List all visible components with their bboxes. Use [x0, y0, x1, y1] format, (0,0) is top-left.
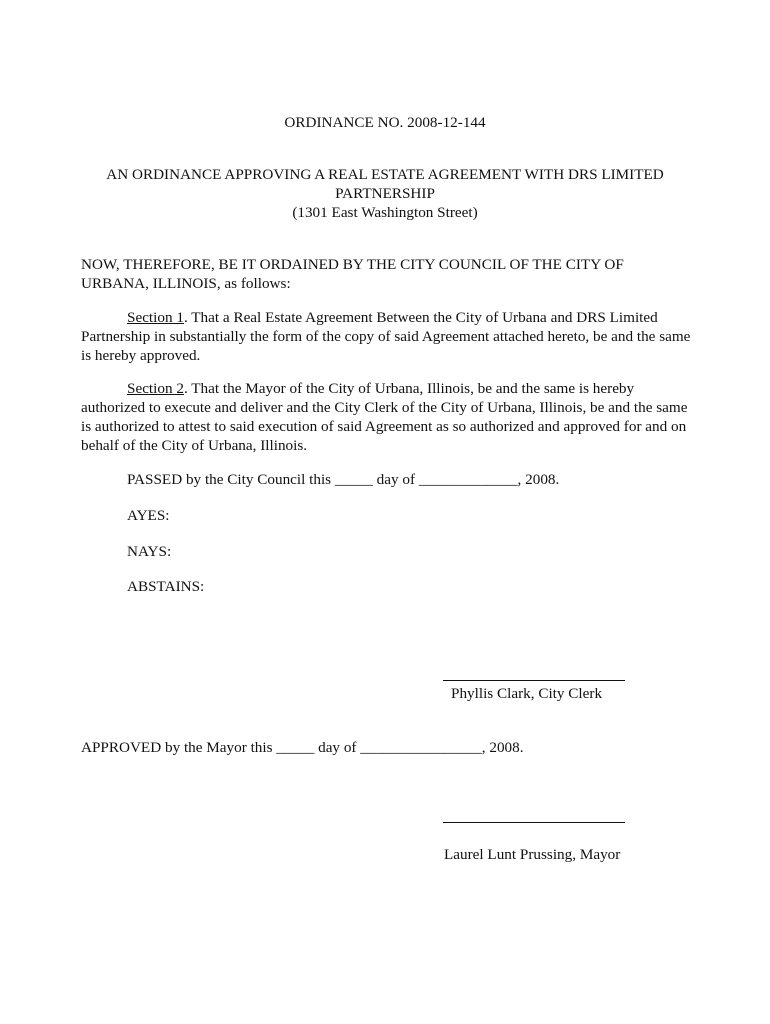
ordinance-title-line-1: AN ORDINANCE APPROVING A REAL ESTATE AGREEMENT WITH DRS LIMITED — [106, 166, 664, 183]
mayor-signature-line — [443, 822, 625, 823]
nays-label: NAYS: — [127, 543, 172, 560]
passed-statement: PASSED by the City Council this _____ day of _____________, 2008. — [127, 471, 560, 488]
ordinance-title-line-2: PARTNERSHIP — [335, 185, 435, 202]
section-1-heading: Section 1 — [127, 309, 184, 326]
section-2-line-3: is authorized to attest to said execution of said Agreement as so authorized and approved for and on — [81, 418, 687, 435]
ordinance-number: ORDINANCE NO. 2008-12-144 — [284, 114, 486, 131]
section-1-line-2: Partnership in substantially the form of the copy of said Agreement attached hereto, be and the same — [81, 328, 691, 345]
preamble-line-2: URBANA, ILLINOIS, as follows: — [81, 275, 291, 292]
preamble-line-1: NOW, THEREFORE, BE IT ORDAINED BY THE CITY COUNCIL OF THE CITY OF — [81, 256, 624, 273]
ordinance-address: (1301 East Washington Street) — [292, 204, 478, 221]
section-2-line-4: behalf of the City of Urbana, Illinois. — [81, 437, 308, 454]
section-2-line-1-text: . That the Mayor of the City of Urbana, Illinois, be and the same is hereby — [183, 380, 635, 397]
abstains-label: ABSTAINS: — [127, 578, 205, 595]
clerk-name: Phyllis Clark, City Clerk — [451, 685, 603, 702]
mayor-name: Laurel Lunt Prussing, Mayor — [444, 846, 621, 863]
clerk-signature-line — [443, 680, 625, 681]
approved-statement: APPROVED by the Mayor this _____ day of ________________, 2008. — [81, 739, 524, 756]
section-1-line-3: is hereby approved. — [81, 347, 201, 364]
section-2-heading: Section 2 — [127, 380, 184, 397]
ayes-label: AYES: — [127, 507, 170, 524]
section-2-line-1 — [127, 379, 634, 398]
section-1-line-1-text: . That a Real Estate Agreement Between the City of Urbana and DRS Limited — [183, 309, 658, 326]
section-1-line-1 — [127, 308, 658, 327]
section-2-line-2: authorized to execute and deliver and the City Clerk of the City of Urbana, Illinois, be and the same — [81, 399, 688, 416]
